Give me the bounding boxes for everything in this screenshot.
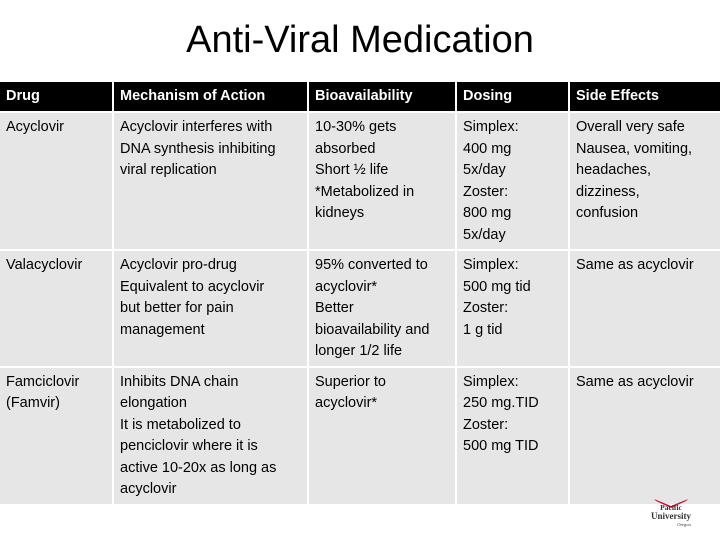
cell-side-effects: Same as acyclovir bbox=[569, 367, 720, 505]
cell-drug: Valacyclovir bbox=[0, 250, 113, 367]
cell-mechanism: Inhibits DNA chain elongation It is metabolized to penciclovir where it is active 10-20x as long as acyclovir bbox=[113, 367, 308, 505]
header-drug: Drug bbox=[0, 82, 113, 112]
cell-dosing: Simplex: 500 mg tid Zoster: 1 g tid bbox=[456, 250, 569, 367]
cell-bioavailability: 95% converted to acyclovir* Better bioavailability and longer 1/2 life bbox=[308, 250, 456, 367]
table-header-row bbox=[0, 82, 720, 112]
table-row bbox=[0, 112, 720, 250]
header-dosing: Dosing bbox=[456, 82, 569, 112]
cell-mechanism: Acyclovir pro-drug Equivalent to acyclovir but better for pain management bbox=[113, 250, 308, 367]
pacific-university-logo bbox=[640, 497, 702, 529]
logo-line1: Pacific bbox=[660, 503, 682, 512]
cell-side-effects: Same as acyclovir bbox=[569, 250, 720, 367]
cell-drug: Famciclovir (Famvir) bbox=[0, 367, 113, 505]
cell-drug: Acyclovir bbox=[0, 112, 113, 250]
medication-table bbox=[0, 82, 720, 506]
logo-line2: University bbox=[651, 511, 691, 521]
cell-dosing: Simplex: 250 mg.TID Zoster: 500 mg TID bbox=[456, 367, 569, 505]
cell-bioavailability: 10-30% gets absorbed Short ½ life *Metabolized in kidneys bbox=[308, 112, 456, 250]
logo-line3: Oregon bbox=[677, 522, 691, 527]
header-mechanism: Mechanism of Action bbox=[113, 82, 308, 112]
table-row bbox=[0, 367, 720, 505]
header-side-effects: Side Effects bbox=[569, 82, 720, 112]
header-bioavailability: Bioavailability bbox=[308, 82, 456, 112]
table-row bbox=[0, 250, 720, 367]
cell-side-effects: Overall very safe Nausea, vomiting, headaches, dizziness, confusion bbox=[569, 112, 720, 250]
cell-dosing: Simplex: 400 mg 5x/day Zoster: 800 mg 5x/day bbox=[456, 112, 569, 250]
slide-title: Anti-Viral Medication bbox=[186, 19, 534, 61]
cell-mechanism: Acyclovir interferes with DNA synthesis inhibiting viral replication bbox=[113, 112, 308, 250]
cell-bioavailability: Superior to acyclovir* bbox=[308, 367, 456, 505]
